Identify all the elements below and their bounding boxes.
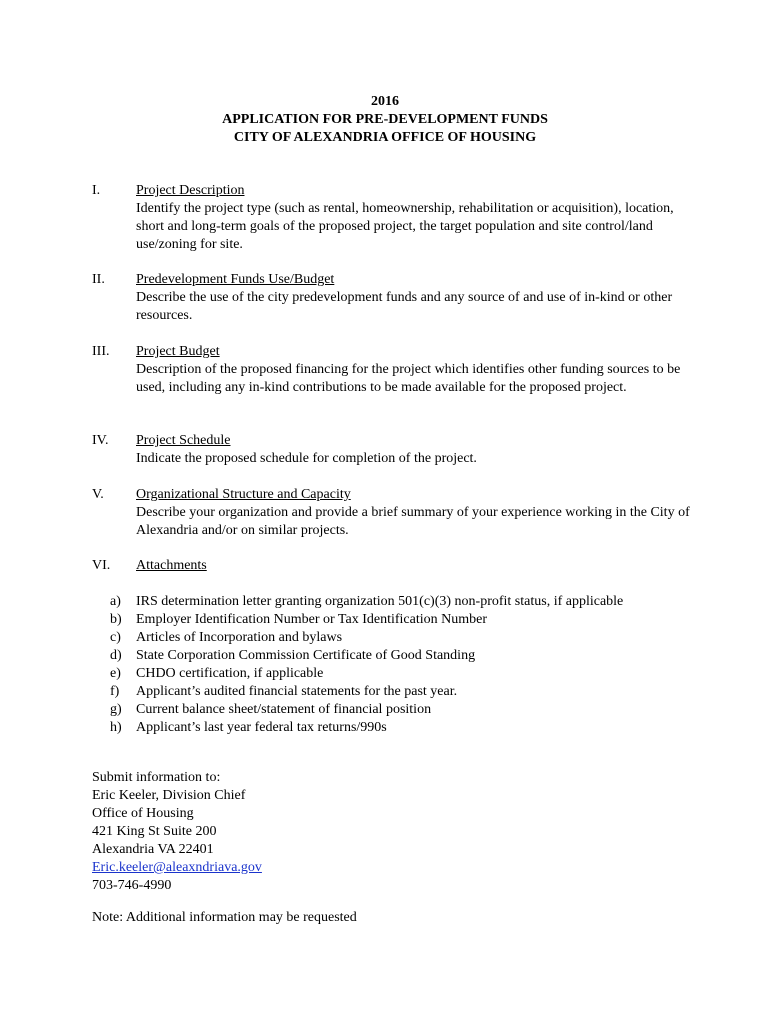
list-item: [110, 593, 710, 611]
section-numeral: V.: [92, 487, 104, 502]
submit-heading: Submit information to:: [92, 770, 221, 785]
list-item-letter: h): [110, 720, 122, 735]
section-numeral: VI.: [92, 558, 111, 573]
list-item-text: Articles of Incorporation and bylaws: [136, 630, 343, 645]
section-title: Attachments: [136, 558, 207, 573]
list-item-letter: c): [110, 630, 121, 645]
list-item-text: Applicant’s last year federal tax returns/990s: [136, 720, 387, 735]
section-numeral: I.: [92, 183, 101, 198]
list-item-letter: d): [110, 648, 122, 663]
contact-phone: 703-746-4990: [92, 878, 172, 893]
list-item-letter: f): [110, 684, 120, 699]
contact-city: Alexandria VA 22401: [92, 842, 214, 857]
list-item: [110, 665, 710, 683]
list-item-text: IRS determination letter granting organization 501(c)(3) non-profit status, if applicable: [136, 594, 624, 609]
contact-email-link[interactable]: Eric.keeler@aleaxndriava.gov: [92, 860, 262, 875]
list-item: [110, 611, 710, 629]
list-item-text: Employer Identification Number or Tax Identification Number: [136, 612, 487, 627]
section-numeral: III.: [92, 344, 110, 359]
list-item-text: CHDO certification, if applicable: [136, 666, 324, 681]
section-title: Project Description: [136, 183, 245, 198]
list-item-letter: b): [110, 612, 122, 627]
section-description: Describe your organization and provide a brief summary of your experience working in the City of Alexandria and/or on similar projects.: [136, 505, 690, 538]
section-title: Organizational Structure and Capacity: [136, 487, 351, 502]
contact-name: Eric Keeler, Division Chief: [92, 788, 246, 803]
section-title: Project Schedule: [136, 433, 231, 448]
submit-contact-block: [92, 769, 262, 895]
section-description: Description of the proposed financing for the project which identifies other funding sources to be used, including any in-kind contributions to be made available for the proposed project.: [136, 362, 681, 395]
list-item: [110, 647, 710, 665]
header-title: APPLICATION FOR PRE-DEVELOPMENT FUNDS: [222, 112, 548, 127]
section-title: Project Budget: [136, 344, 220, 359]
section-numeral: II.: [92, 272, 105, 287]
list-item-text: State Corporation Commission Certificate of Good Standing: [136, 648, 476, 663]
list-item-letter: g): [110, 702, 122, 717]
section-numeral: IV.: [92, 433, 109, 448]
list-item: [110, 629, 710, 647]
list-item-text: Current balance sheet/statement of financial position: [136, 702, 432, 717]
list-item: [110, 719, 710, 737]
section-title: Predevelopment Funds Use/Budget: [136, 272, 335, 287]
list-item-text: Applicant’s audited financial statements for the past year.: [136, 684, 458, 699]
header-year: 2016: [371, 94, 399, 109]
additional-info-note: Note: Additional information may be requested: [92, 910, 357, 925]
header-office: CITY OF ALEXANDRIA OFFICE OF HOUSING: [233, 130, 537, 145]
section-description: Describe the use of the city predevelopment funds and any source of and use of in-kind or other resources.: [136, 290, 673, 323]
list-item-letter: e): [110, 666, 121, 681]
list-item: [110, 701, 710, 719]
contact-street: 421 King St Suite 200: [92, 824, 217, 839]
section-description: Indicate the proposed schedule for completion of the project.: [136, 451, 477, 466]
list-item-letter: a): [110, 594, 121, 609]
contact-office: Office of Housing: [92, 806, 194, 821]
list-item: [110, 683, 710, 701]
document-header: [0, 93, 770, 147]
section-description: Identify the project type (such as rental, homeownership, rehabilitation or acquisition), location, short and long-term goals of the proposed project, the target population and site control/land use/zoning for site.: [136, 201, 674, 252]
attachments-list: [110, 593, 710, 737]
